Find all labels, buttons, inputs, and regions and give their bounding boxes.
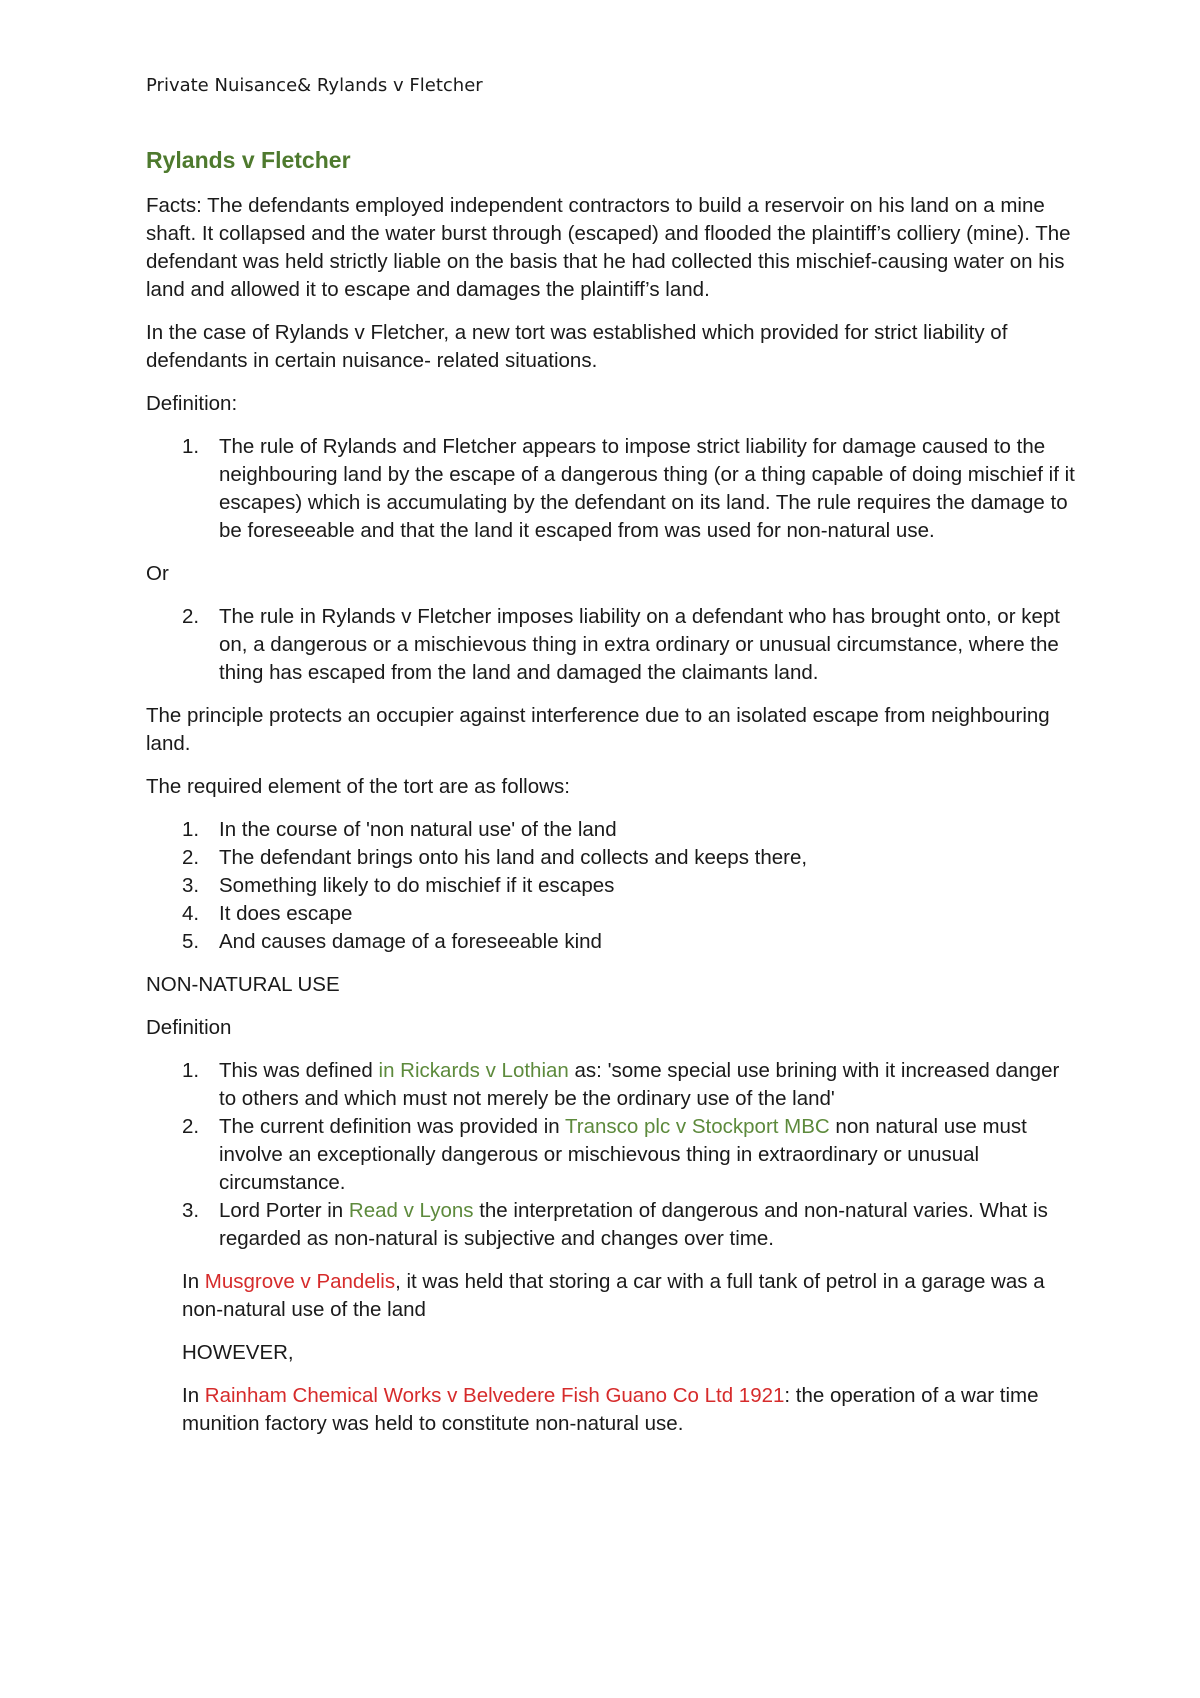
nnu-definition-label: Definition [146, 1016, 232, 1039]
list-number: 2. [182, 846, 200, 869]
text-segment: In [182, 1384, 205, 1407]
definition-label: Definition: [146, 392, 238, 415]
list-number: 1. [182, 818, 200, 841]
musgrove-paragraph [182, 1268, 1076, 1324]
list-number: 4. [182, 902, 200, 925]
list-item-text: The rule in Rylands v Fletcher imposes liability on a defendant who has brought onto, or kept on, a dangerous or a mischievous thing in extra ordinary or unusual circumstance, where the thing has escaped from the land and damaged the claimants land. [219, 605, 1060, 684]
list-number: 3. [182, 1199, 200, 1222]
list-item [146, 1113, 1076, 1197]
text-segment: In [182, 1270, 205, 1293]
list-item [146, 928, 1076, 956]
or-label: Or [146, 562, 169, 585]
list-item-text: Something likely to do mischief if it escapes [219, 874, 615, 897]
list-item [146, 900, 1076, 928]
text-segment: as: 'some special use brining with it increased danger to others and which must not merely be the ordinary use of the land' [219, 1059, 1060, 1110]
list-item [146, 872, 1076, 900]
facts-paragraph: Facts: The defendants employed independent contractors to build a reservoir on his land on a mine shaft. It collapsed and the water burst through (escaped) and flooded the plaintiff’s colliery (mine). The defendant was held strictly liable on the basis that he had collected this mischief-causing water on his land and allowed it to escape and damages the plaintiff’s land. [146, 194, 1071, 301]
list-item-text: The defendant brings onto his land and collects and keeps there, [219, 846, 808, 869]
list-number: 2. [182, 605, 200, 628]
intro-paragraph: In the case of Rylands v Fletcher, a new tort was established which provided for strict liability of defendants in certain nuisance- related situations. [146, 321, 1008, 372]
case-citation: Musgrove v Pandelis [204, 1270, 396, 1293]
principle-paragraph: The principle protects an occupier against interference due to an isolated escape from neighbouring land. [146, 704, 1050, 755]
list-item-text: In the course of 'non natural use' of the land [219, 818, 617, 841]
rainham-paragraph [182, 1382, 1076, 1438]
list-item-text: And causes damage of a foreseeable kind [219, 930, 602, 953]
text-segment: This was defined [219, 1059, 379, 1082]
list-item [146, 816, 1076, 844]
list-item [146, 1197, 1076, 1253]
nnu-list [146, 1057, 1076, 1253]
list-item [146, 433, 1076, 545]
text-segment: Lord Porter in [219, 1199, 349, 1222]
definition-list-1 [146, 433, 1076, 545]
definition-list-2 [146, 603, 1076, 687]
list-item [146, 844, 1076, 872]
page-header: Private Nuisance& Rylands v Fletcher [146, 75, 483, 96]
list-item-text: It does escape [219, 902, 353, 925]
elements-intro: The required element of the tort are as follows: [146, 775, 570, 798]
case-citation: Transco plc v Stockport MBC [565, 1115, 830, 1138]
list-number: 1. [182, 435, 200, 458]
elements-list [146, 816, 1076, 956]
document-body [146, 144, 1076, 1453]
list-number: 1. [182, 1059, 200, 1082]
text-segment: , it was held that storing a car with a full tank of petrol in a garage was a non-natural use of the land [182, 1270, 1045, 1321]
nnu-heading: NON-NATURAL USE [146, 973, 340, 996]
list-number: 3. [182, 874, 200, 897]
list-number: 2. [182, 1115, 200, 1138]
text-segment: The current definition was provided in [219, 1115, 566, 1138]
list-item [146, 1057, 1076, 1113]
case-citation: in Rickards v Lothian [378, 1059, 569, 1082]
list-item [146, 603, 1076, 687]
case-citation: Read v Lyons [348, 1199, 474, 1222]
text-segment: : the operation of a war time munition factory was held to constitute non-natural use. [182, 1384, 1039, 1435]
case-citation: Rainham Chemical Works v Belvedere Fish Guano Co Ltd 1921 [204, 1384, 785, 1407]
list-item-text: The rule of Rylands and Fletcher appears to impose strict liability for damage caused to the neighbouring land by the escape of a dangerous thing (or a thing capable of doing mischief if it escapes) which is accumulating by the defendant on its land. The rule requires the damage to be foreseeable and that the land it escaped from was used for non-natural use. [219, 435, 1075, 542]
list-number: 5. [182, 930, 200, 953]
text-segment: non natural use must involve an exceptionally dangerous or mischievous thing in extraordinary or unusual circumstance. [219, 1115, 1027, 1194]
text-segment: the interpretation of dangerous and non-natural varies. What is regarded as non-natural is subjective and changes over time. [219, 1199, 1048, 1250]
however-label: HOWEVER, [182, 1341, 294, 1364]
section-title: Rylands v Fletcher [146, 147, 351, 173]
